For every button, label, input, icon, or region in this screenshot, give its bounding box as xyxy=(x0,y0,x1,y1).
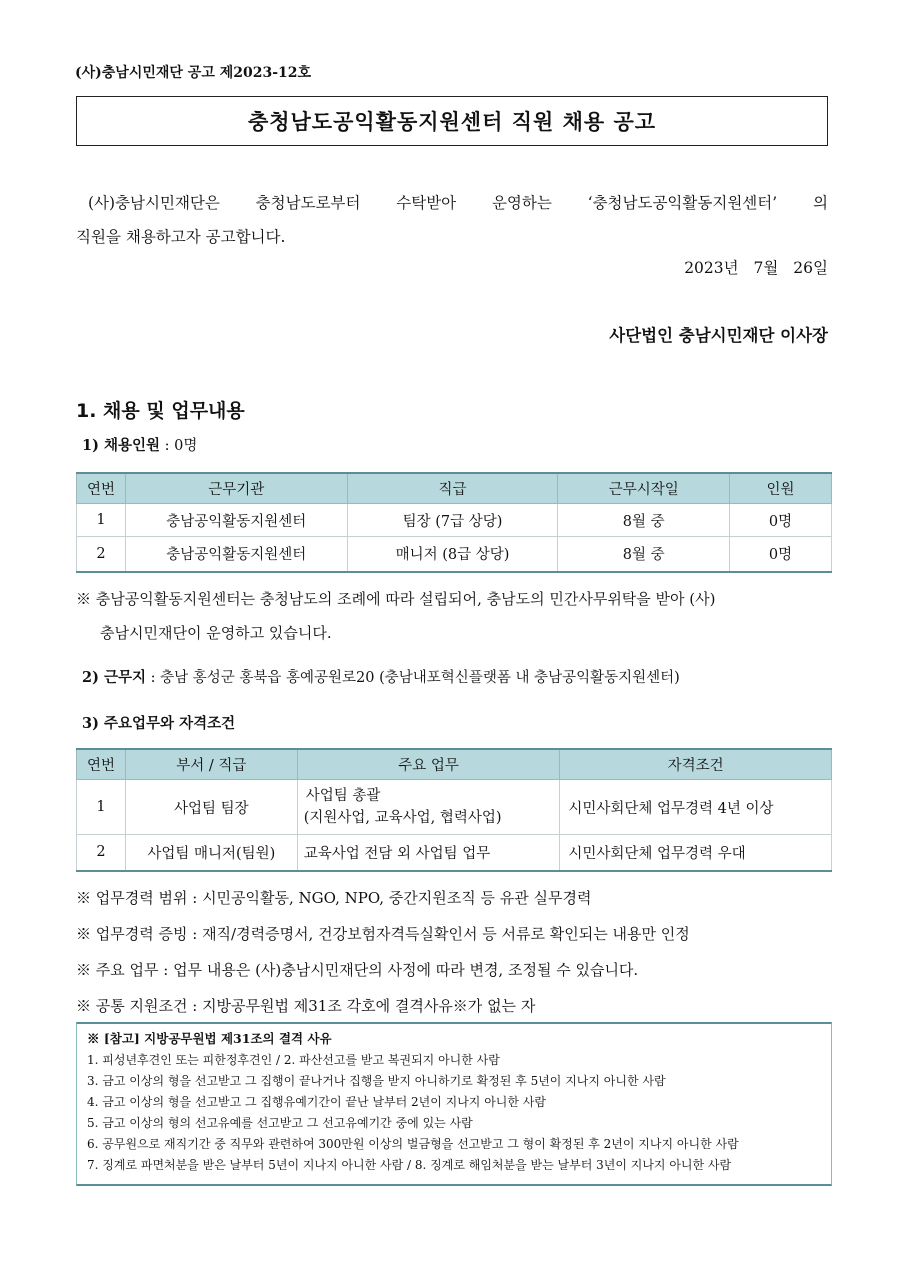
sub-heading-duties xyxy=(82,712,235,733)
table-cell: 1 xyxy=(77,780,126,835)
table-header: 직급 xyxy=(347,473,558,504)
intro-word: 수탁받아 xyxy=(396,194,457,212)
table-header: 인원 xyxy=(730,473,832,504)
table-header: 주요 업무 xyxy=(297,749,560,780)
hiring-table xyxy=(76,472,832,573)
duty-line: 사업팀 총괄 xyxy=(305,788,381,804)
note-line: ※ 업무경력 범위 : 시민공익활동, NGO, NPO, 중간지원조직 등 유관 실무경력 xyxy=(76,889,592,907)
table-cell: 충남공익활동지원센터 xyxy=(125,504,347,537)
table-cell: 매니저 (8급 상당) xyxy=(347,537,558,572)
reference-line: 1. 피성년후견인 또는 피한정후견인 / 2. 파산선고를 받고 복권되지 아니한 사람 xyxy=(87,1053,500,1067)
table-header: 근무기관 xyxy=(125,473,347,504)
table-cell: 1 xyxy=(77,504,126,537)
sub-heading-headcount xyxy=(82,434,197,455)
intro-word: 충청남도로부터 xyxy=(255,194,361,212)
table-cell: 시민사회단체 업무경력 우대 xyxy=(560,835,832,871)
intro-word: ‘충청남도공익활동지원센터’ xyxy=(587,194,778,212)
reference-line: 7. 징계로 파면처분을 받은 날부터 5년이 지나지 아니한 사람 / 8. 징계로 해임처분을 받는 날부터 3년이 지나지 아니한 사람 xyxy=(87,1158,732,1172)
table-row xyxy=(77,780,832,835)
note-center-info xyxy=(76,582,832,650)
table-cell: 시민사회단체 업무경력 4년 이상 xyxy=(560,780,832,835)
sub-heading-value: : 0명 xyxy=(160,438,198,454)
intro-word: 운영하는 xyxy=(491,194,552,212)
table-cell: 2 xyxy=(77,835,126,871)
page-title-text: 충청남도공익활동지원센터 직원 채용 공고 xyxy=(247,109,657,134)
table-header: 부서 / 직급 xyxy=(125,749,297,780)
notice-number: (사)충남시민재단 공고 제2023-12호 xyxy=(75,65,312,81)
page-title xyxy=(76,96,828,146)
reference-line: 4. 금고 이상의 형을 선고받고 그 집행유예기간이 끝난 날부터 2년이 지나지 아니한 사람 xyxy=(87,1095,546,1109)
intro-word: 의 xyxy=(812,194,828,212)
reference-line: 6. 공무원으로 재직기간 중 직무와 관련하여 300만원 이상의 벌금형을 선고받고 그 형이 확정된 후 2년이 지나지 아니한 사람 xyxy=(87,1137,739,1151)
note-line: ※ 공통 지원조건 : 지방공무원법 제31조 각호에 결격사유※가 없는 자 xyxy=(76,997,536,1015)
signer: 사단법인 충남시민재단 이사장 xyxy=(609,326,828,345)
note-line: ※ 주요 업무 : 업무 내용은 (사)충남시민재단의 사정에 따라 변경, 조정될 수 있습니다. xyxy=(76,961,639,979)
table-cell: 교육사업 전담 외 사업팀 업무 xyxy=(297,835,560,871)
reference-line: 3. 금고 이상의 형을 선고받고 그 집행이 끝나거나 집행을 받지 아니하기로 확정된 후 5년이 지나지 아니한 사람 xyxy=(87,1074,666,1088)
table-header: 연번 xyxy=(77,749,126,780)
intro-word: (사)충남시민재단은 xyxy=(88,194,220,212)
duty-line: (지원사업, 교육사업, 협력사업) xyxy=(303,810,502,826)
notes-list xyxy=(76,880,836,1024)
table-row xyxy=(77,835,832,871)
intro-line-1 xyxy=(76,186,828,220)
note-line: ※ 충남공익활동지원센터는 충청남도의 조례에 따라 설립되어, 충남도의 민간사무위탁을 받아 (사) xyxy=(76,590,716,608)
sub-heading-label: 2) 근무지 xyxy=(82,669,147,686)
table-cell: 0명 xyxy=(730,504,832,537)
intro-paragraph xyxy=(76,186,828,254)
sub-heading-label: 1) 채용인원 xyxy=(82,437,161,454)
notice-date: 2023년 7월 26일 xyxy=(684,259,828,277)
table-cell: 0명 xyxy=(730,537,832,572)
note-line: 충남시민재단이 운영하고 있습니다. xyxy=(100,624,332,642)
table-cell: 사업팀 매니저(팀원) xyxy=(125,835,297,871)
table-cell: 8월 중 xyxy=(558,537,730,572)
table-cell: 사업팀 팀장 xyxy=(125,780,297,835)
table-cell: 팀장 (7급 상당) xyxy=(347,504,558,537)
reference-title: ※ [참고] 지방공무원법 제31조의 결격 사유 xyxy=(87,1031,332,1046)
table-cell-duty xyxy=(297,780,560,835)
table-row xyxy=(77,504,832,537)
table-cell: 8월 중 xyxy=(558,504,730,537)
table-header: 근무시작일 xyxy=(558,473,730,504)
sub-heading-value: : 충남 홍성군 홍북읍 홍예공원로20 (충남내포혁신플랫폼 내 충남공익활동지원센터) xyxy=(146,670,680,686)
sub-heading-workplace xyxy=(82,666,680,687)
duties-table xyxy=(76,748,832,872)
note-line: ※ 업무경력 증빙 : 재직/경력증명서, 건강보험자격득실확인서 등 서류로 확인되는 내용만 인정 xyxy=(76,925,690,943)
sub-heading-label: 3) 주요업무와 자격조건 xyxy=(82,715,236,732)
table-header: 자격조건 xyxy=(560,749,832,780)
table-cell: 2 xyxy=(77,537,126,572)
reference-box xyxy=(76,1022,832,1186)
intro-line-2: 직원을 채용하고자 공고합니다. xyxy=(76,228,286,246)
table-cell: 충남공익활동지원센터 xyxy=(125,537,347,572)
reference-line: 5. 금고 이상의 형의 선고유예를 선고받고 그 선고유예기간 중에 있는 사람 xyxy=(87,1116,473,1130)
table-row xyxy=(77,537,832,572)
section-heading: 1. 채용 및 업무내용 xyxy=(76,400,245,422)
table-header: 연번 xyxy=(77,473,126,504)
